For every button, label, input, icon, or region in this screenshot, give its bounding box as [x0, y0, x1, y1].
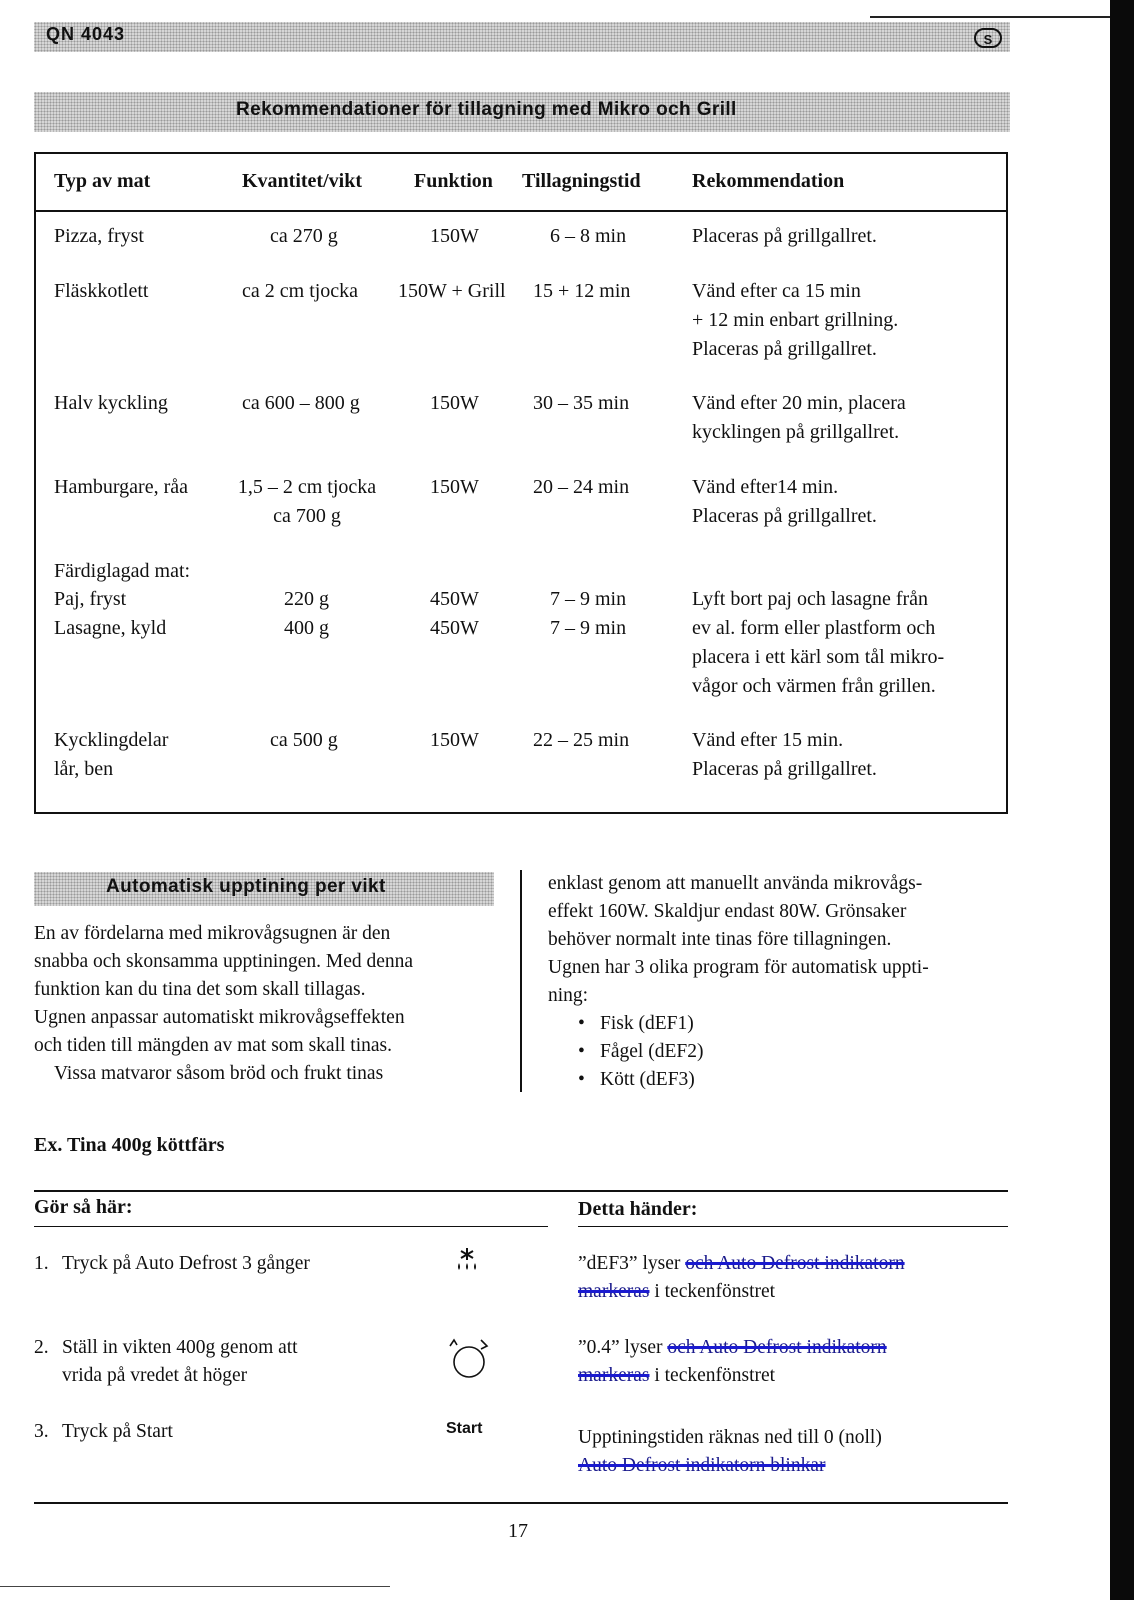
- page-edge-bar: [1110, 0, 1134, 1600]
- table-cell-quantity: ca 2 cm tjocka: [242, 280, 359, 302]
- table-cell-function: 150W: [430, 476, 479, 498]
- table-cell-food-group: Färdiglagad mat:: [54, 560, 191, 582]
- model-number: QN 4043: [46, 24, 126, 44]
- defrost-icon: [454, 1246, 480, 1277]
- table-cell-function: 150W: [430, 392, 479, 414]
- table-cell-recommendation: Placeras på grillgallret.: [692, 225, 877, 247]
- step-number: 3.: [34, 1421, 49, 1442]
- list-item: • Fisk (dEF1): [578, 1010, 703, 1038]
- table-cell-food: Paj, fryst Lasagne, kyld: [54, 588, 167, 639]
- language-badge: S: [974, 28, 1002, 48]
- table-cell-quantity: ca 600 – 800 g: [242, 392, 360, 414]
- col-header-recommendation: Rekommendation: [692, 170, 845, 192]
- table-cell-quantity: ca 500 g: [270, 729, 338, 751]
- page-number: 17: [508, 1520, 528, 1542]
- header-band: [34, 22, 1010, 52]
- table-cell-time: 7 – 9 min 7 – 9 min: [550, 588, 627, 639]
- table-cell-recommendation: Vänd efter 20 min, placera kycklingen på grillgallret.: [692, 392, 906, 443]
- table-cell-food: Hamburgare, råa: [54, 476, 189, 498]
- start-button-label: Start: [446, 1420, 483, 1437]
- table-cell-food: Halv kyckling: [54, 392, 168, 414]
- table-cell-time: 20 – 24 min: [533, 476, 630, 498]
- step-result: ”0.4” lyser och Auto Defrost indikatorn markeras i teckenfönstret: [578, 1337, 887, 1386]
- table-cell-food: Kycklingdelar lår, ben: [54, 729, 169, 780]
- table-cell-recommendation: Vänd efter ca 15 min + 12 min enbart grillning. Placeras på grillgallret.: [692, 280, 899, 360]
- table-cell-time: 30 – 35 min: [533, 392, 630, 414]
- steps-col-header-right: Detta händer:: [578, 1198, 698, 1220]
- steps-header-rule-right: [578, 1226, 1008, 1227]
- step-text: Tryck på Auto Defrost 3 gånger: [62, 1253, 310, 1274]
- table-cell-recommendation: Vänd efter 15 min. Placeras på grillgallret.: [692, 729, 877, 780]
- col-header-function: Funktion: [414, 170, 493, 192]
- step-text: Tryck på Start: [62, 1421, 173, 1442]
- step-text: Ställ in vikten 400g genom att vrida på vredet åt höger: [62, 1337, 298, 1386]
- table-cell-function: 150W + Grill: [398, 280, 506, 302]
- table-cell-time: 22 – 25 min: [533, 729, 630, 751]
- list-item: • Kött (dEF3): [578, 1066, 703, 1094]
- section2-left-text: En av fördelarna med mikrovågsugnen är den snabba och skonsamma upptiningen. Med denna funktion kan du tina det som skall tillagas. Ugnen anpassar automatiskt mikrovågseffekten och tiden till mängden av mat som skall tinas. Vissa matvaror såsom bröd och frukt tinas: [34, 923, 414, 1084]
- section-title: Rekommendationer för tillagning med Mikro och Grill: [236, 99, 737, 120]
- table-cell-time: 6 – 8 min: [550, 225, 627, 247]
- step-number: 1.: [34, 1253, 49, 1274]
- step-result: Upptiningstiden räknas ned till 0 (noll) Auto Defrost indikatorn blinkar: [578, 1427, 882, 1476]
- top-edge-rule: [870, 16, 1110, 18]
- steps-bottom-rule: [34, 1502, 1008, 1504]
- table-header-rule: [34, 210, 1008, 212]
- table-cell-quantity: ca 270 g: [270, 225, 338, 247]
- step-result: ”dEF3” lyser och Auto Defrost indikatorn markeras i teckenfönstret: [578, 1253, 905, 1302]
- table-cell-food: Fläskkotlett: [54, 280, 149, 302]
- table-cell-quantity: 1,5 – 2 cm tjocka ca 700 g: [237, 476, 377, 527]
- table-cell-quantity: 220 g 400 g: [284, 588, 329, 639]
- defrost-program-list: [578, 1010, 703, 1094]
- table-cell-function: 150W: [430, 729, 479, 751]
- table-cell-recommendation: Lyft bort paj och lasagne från ev al. form eller plastform och placera i ett kärl som tål mikro- vågor och värmen från grillen.: [692, 588, 945, 697]
- section2-title: Automatisk upptining per vikt: [106, 876, 386, 897]
- steps-header-rule-left: [34, 1226, 548, 1227]
- column-divider: [520, 870, 522, 1092]
- step-number: 2.: [34, 1337, 49, 1358]
- table-cell-food: Pizza, fryst: [54, 225, 144, 247]
- table-cell-time: 15 + 12 min: [533, 280, 631, 302]
- table-cell-recommendation: Vänd efter14 min. Placeras på grillgallret.: [692, 476, 877, 527]
- table-cell-function: 450W 450W: [430, 588, 479, 639]
- bottom-edge-rule: [0, 1586, 390, 1587]
- col-header-quantity: Kvantitet/vikt: [242, 170, 362, 192]
- section2-right-text: enklast genom att manuellt använda mikrovågs- effekt 160W. Skaldjur endast 80W. Grönsaker behöver normalt inte tinas före tillagningen. Ugnen har 3 olika program för automatisk uppti- ning:: [548, 873, 929, 1006]
- list-item: • Fågel (dEF2): [578, 1038, 703, 1066]
- steps-top-rule: [34, 1190, 1008, 1192]
- example-title: Ex. Tina 400g köttfärs: [34, 1134, 225, 1156]
- dial-icon: [446, 1336, 492, 1387]
- col-header-food: Typ av mat: [54, 170, 151, 192]
- steps-col-header-left: Gör så här:: [34, 1196, 133, 1218]
- col-header-time: Tillagningstid: [522, 170, 641, 192]
- table-cell-function: 150W: [430, 225, 479, 247]
